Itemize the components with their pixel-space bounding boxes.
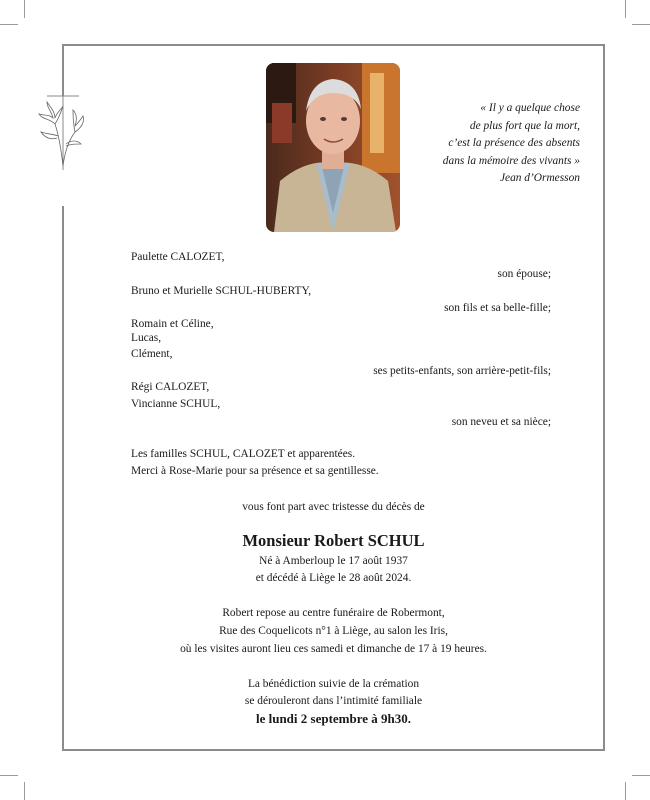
grandchildren-name: Romain et Céline, (131, 318, 214, 330)
son-names: Bruno et Murielle SCHUL-HUBERTY, (131, 285, 312, 297)
crop-mark (625, 0, 626, 18)
quote-line: « Il y a quelque chose (480, 102, 580, 114)
quote-author: Jean d’Ormesson (499, 172, 580, 184)
spouse-name: Paulette CALOZET, (131, 251, 225, 263)
crop-mark (625, 782, 626, 800)
nephew-name: Vincianne SCHUL, (131, 398, 221, 410)
nephew-relation: son neveu et sa nièce; (451, 416, 551, 428)
quote-line: dans la mémoire des vivants » (442, 154, 580, 167)
announcement-intro: vous font part avec tristesse du décès de (242, 501, 425, 513)
funeral-line: où les visites auront lieu ces samedi et dimanche de 17 à 19 heures. (180, 643, 487, 655)
thanks-line: Merci à Rose-Marie pour sa présence et sa gentillesse. (131, 465, 379, 477)
ceremony-date: le lundi 2 septembre à 9h30. (255, 711, 412, 726)
cross-lily-icon (33, 78, 89, 170)
crop-mark (24, 0, 25, 18)
families-line: Les familles SCHUL, CALOZET et apparentées. (131, 448, 356, 460)
ceremony-line: La bénédiction suivie de la crémation (247, 678, 420, 690)
crop-mark (24, 782, 25, 800)
crop-mark (0, 24, 18, 25)
funeral-line: Rue des Coquelicots n°1 à Liège, au salon les Iris, (219, 625, 448, 637)
ceremony-line: se dérouleront dans l’intimité familiale (244, 695, 423, 707)
funeral-line: Robert repose au centre funéraire de Robermont, (222, 607, 445, 619)
grandchildren-relation: ses petits-enfants, son arrière-petit-fils; (373, 365, 551, 377)
crop-mark (632, 775, 650, 776)
quote-line: de plus fort que la mort, (469, 119, 580, 132)
nephew-name: Régi CALOZET, (131, 381, 210, 393)
birth-line: Né à Amberloup le 17 août 1937 (259, 555, 408, 567)
grandchildren-name: Clément, (131, 348, 173, 360)
quote-line: c’est la présence des absents (448, 137, 580, 149)
crop-mark (632, 24, 650, 25)
crop-mark (0, 775, 18, 776)
deceased-name: Monsieur Robert SCHUL (242, 531, 425, 550)
death-line: et décédé à Liège le 28 août 2024. (255, 572, 412, 584)
son-relation: son fils et sa belle-fille; (444, 302, 551, 314)
quote-block (320, 100, 580, 188)
grandchildren-name: Lucas, (131, 332, 162, 344)
spouse-relation: son épouse; (497, 268, 551, 280)
